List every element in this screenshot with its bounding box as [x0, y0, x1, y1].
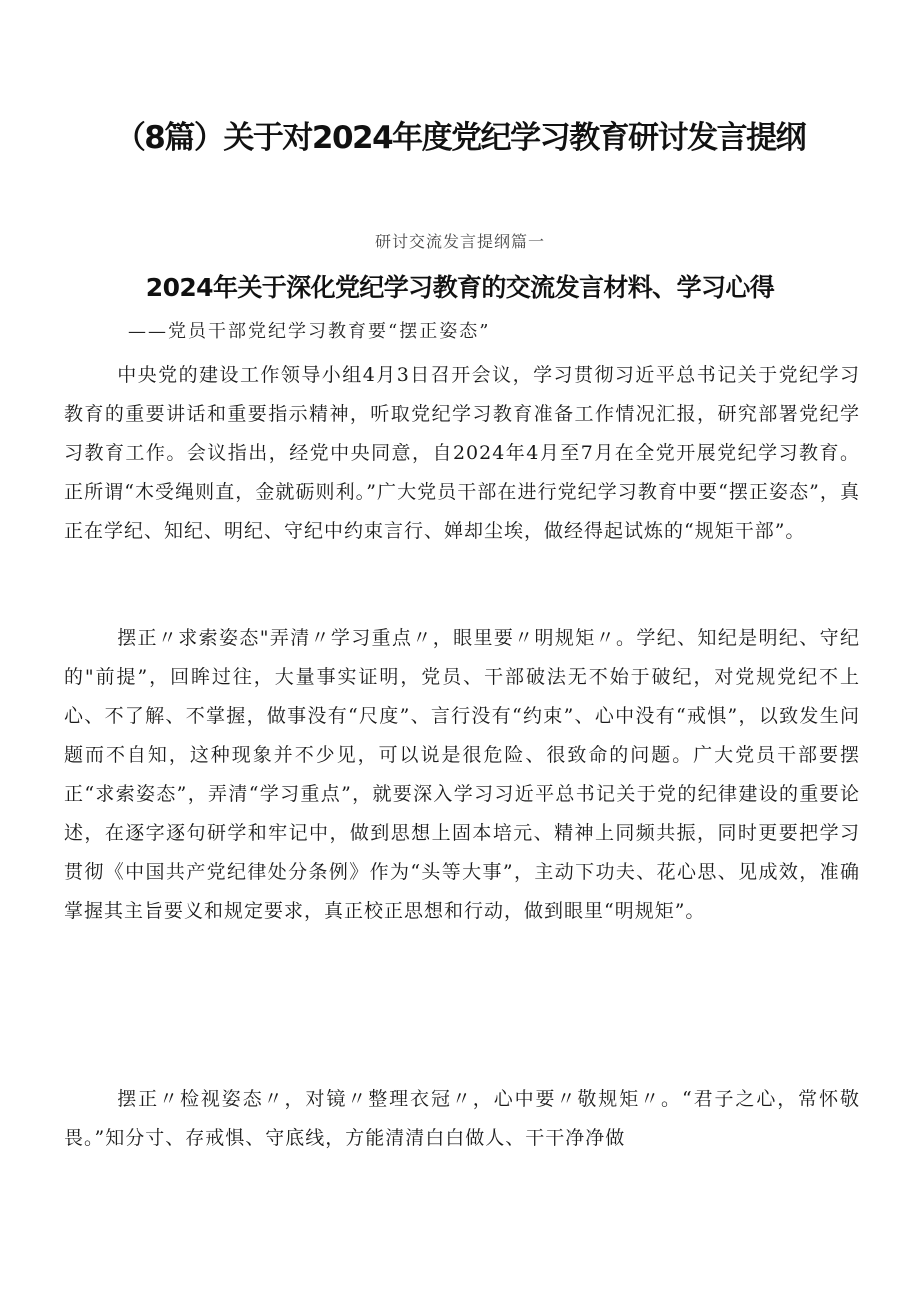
body-paragraph-1: 中央党的建设工作领导小组4月3日召开会议，学习贯彻习近平总书记关于党纪学习教育的重要讲话和重要指示精神，听取党纪学习教育准备工作情况汇报，研究部署党纪学习教育工作。会议指出，经党中央同意，自2024年4月至7月在全党开展党纪学习教育。正所谓“木受绳则直，金就砺则利。”广大党员干部在进行党纪学习教育中要“摆正姿态”，真正在学纪、知纪、明纪、守纪中约束言行、婵却尘埃，做经得起试炼的“规矩干部”。	[64, 364, 860, 542]
section-label: 研讨交流发言提纲篇一	[374, 232, 545, 251]
article-subtitle: ——党员干部党纪学习教育要“摆正姿态”	[128, 321, 491, 342]
body-paragraph-3: 摆正〃检视姿态〃，对镜〃整理衣冠〃，心中要〃敬规矩〃。“君子之心，常怀敬畏。”知分寸、存戒惧、守底线，方能清清白白做人、干干净净做	[64, 1088, 860, 1149]
document-title: （8篇）关于对2024年度党纪学习教育研讨发言提纲	[114, 120, 806, 156]
article-title: 2024年关于深化党纪学习教育的交流发言材料、学习心得	[145, 273, 775, 302]
body-paragraph-2: 摆正〃求索姿态"弄清〃学习重点〃，眼里要〃明规矩〃。学纪、知纪是明纪、守纪的"前提”，回眸过往，大量事实证明，党员、干部破法无不始于破纪，对党规党纪不上心、不了解、不掌握，做事没有“尺度”、言行没有“约束”、心中没有“戒惧”，以致发生问题而不自知，这种现象并不少见，可以说是很危险、很致命的问题。广大党员干部要摆正“求索姿态”，弄清“学习重点”，就要深入学习习近平总书记关于党的纪律建设的重要论述，在逐字逐句研学和牢记中，做到思想上固本培元、精神上同频共振，同时更要把学习贯彻《中国共产党纪律处分条例》作为“头等大事”，主动下功夫、花心思、见成效，准确掌握其主旨要义和规定要求，真正校正思想和行动，做到眼里“明规矩”。	[64, 627, 860, 922]
